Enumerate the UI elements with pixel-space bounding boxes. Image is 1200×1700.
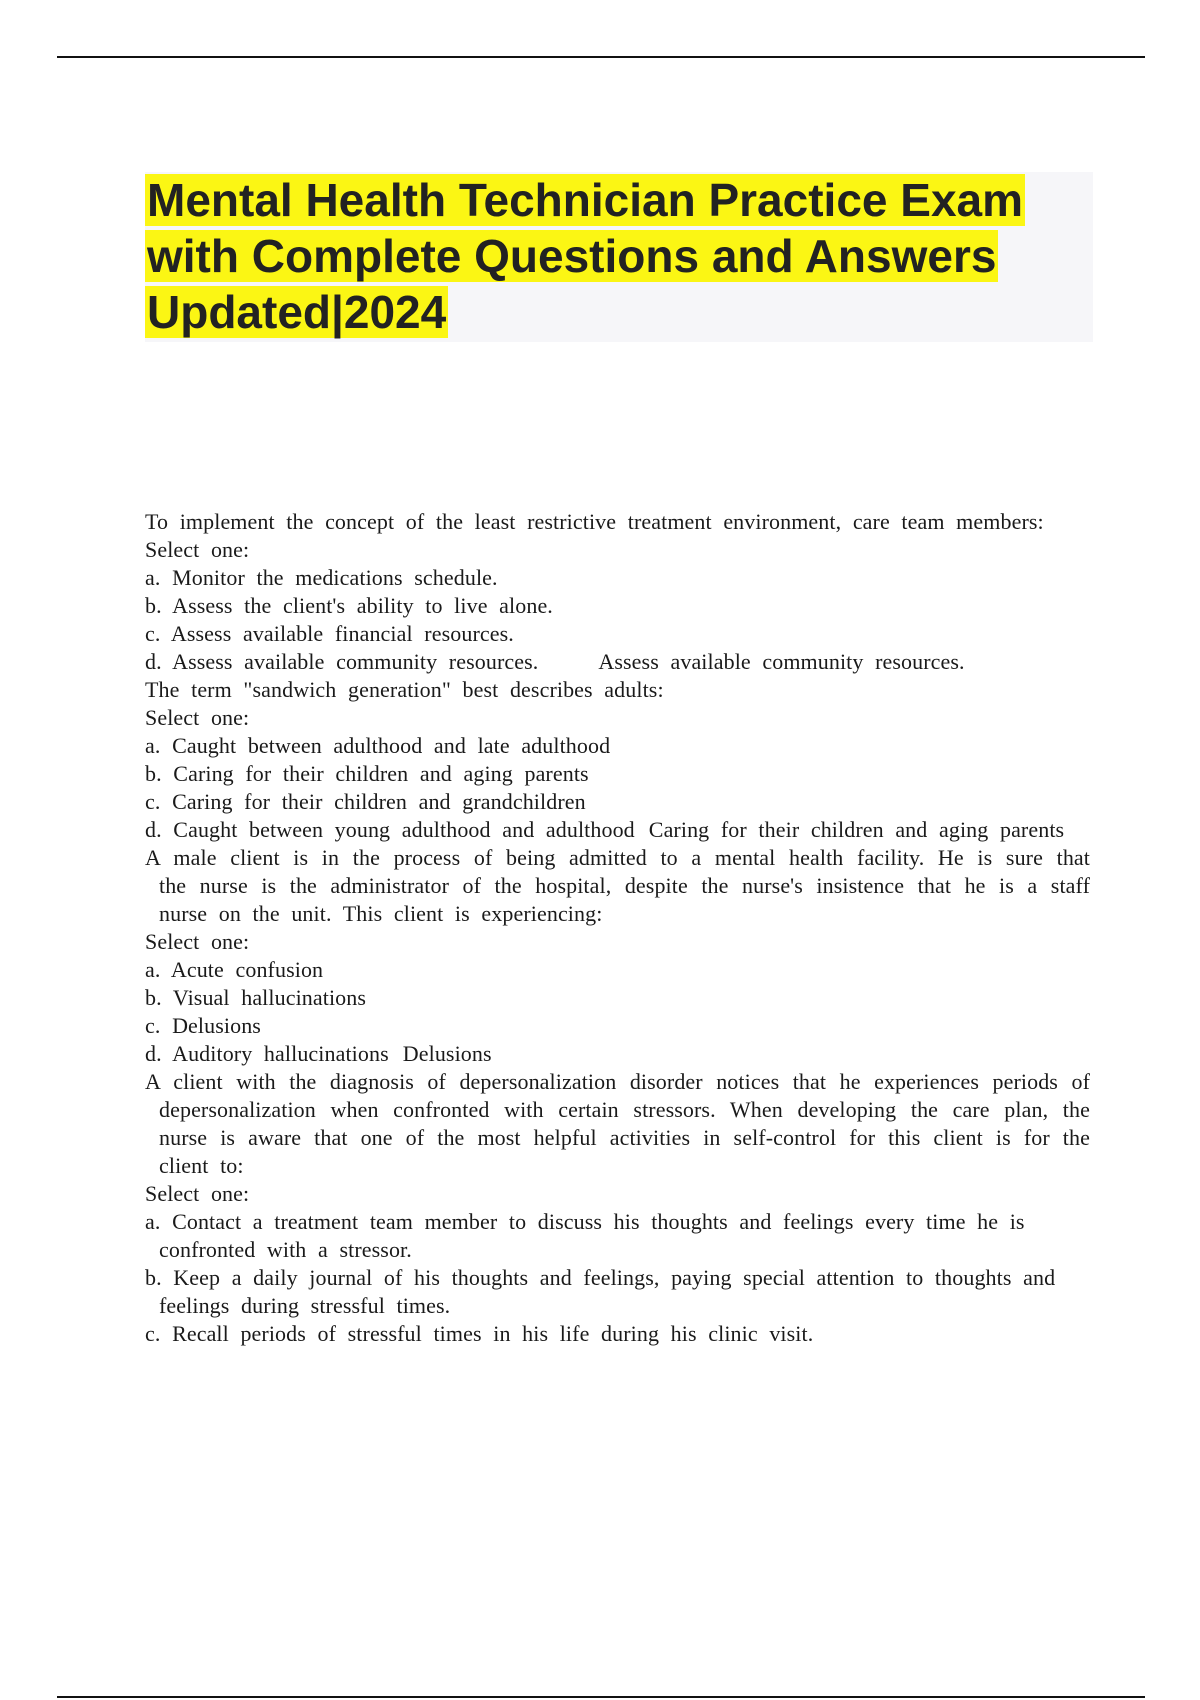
correct-answer: Assess available community resources. [598,649,965,674]
answer-option: d. Caught between young adulthood and adulthood [145,817,635,842]
document-title [145,172,1093,340]
exam-content [145,508,1090,1348]
answer-option: c. Assess available financial resources. [145,621,514,646]
answer-option: c. Delusions [145,1013,261,1038]
title-block [145,172,1093,342]
answer-option: a. Contact a treatment team member to discuss his thoughts and feelings every time he is confronted with a stressor. [145,1209,1025,1262]
title-line-1: Mental Health Technician Practice Exam [147,174,1024,226]
title-line-2: with Complete Questions and Answers [147,230,997,282]
answer-option: d. Assess available community resources. [145,649,539,674]
answer-option: a. Acute confusion [145,957,324,982]
answer-option-with-key [145,648,1090,676]
answer-option: c. Recall periods of stressful times in his life during his clinic visit. [145,1321,814,1346]
question-stem: To implement the concept of the least restrictive treatment environment, care team members: [145,509,1044,534]
select-one-label: Select one: [145,705,250,730]
answer-option: d. Auditory hallucinations [145,1041,389,1066]
answer-option: b. Assess the client's ability to live alone. [145,593,553,618]
question-stem: A male client is in the process of being admitted to a mental health facility. He is sure that the nurse is the administrator of the hospital, despite the nurse's insistence that he is a staff nurse on the unit. This client is experiencing: [145,845,1090,926]
question-stem: The term "sandwich generation" best describes adults: [145,677,664,702]
answer-option: b. Visual hallucinations [145,985,367,1010]
answer-option-with-key [145,1040,1090,1068]
answer-option-with-key [145,816,1090,844]
correct-answer: Delusions [402,1041,492,1066]
title-line-3: Updated|2024 [147,286,447,338]
answer-option: b. Caring for their children and aging parents [145,761,589,786]
select-one-label: Select one: [145,537,250,562]
answer-option: a. Caught between adulthood and late adulthood [145,733,611,758]
correct-answer: Caring for their children and aging parents [648,817,1065,842]
answer-option: a. Monitor the medications schedule. [145,565,498,590]
select-one-label: Select one: [145,929,250,954]
answer-option: b. Keep a daily journal of his thoughts and feelings, paying special attention to thoughts and feelings during stressful times. [145,1265,1056,1318]
question-stem: A client with the diagnosis of depersonalization disorder notices that he experiences periods of depersonalization when confronted with certain stressors. When developing the care plan, the nurse is aware that one of the most helpful activities in self-control for this client is for the client to: [145,1069,1090,1178]
answer-option: c. Caring for their children and grandchildren [145,789,586,814]
select-one-label: Select one: [145,1181,250,1206]
bottom-rule [57,1696,1145,1698]
top-rule [57,56,1145,58]
